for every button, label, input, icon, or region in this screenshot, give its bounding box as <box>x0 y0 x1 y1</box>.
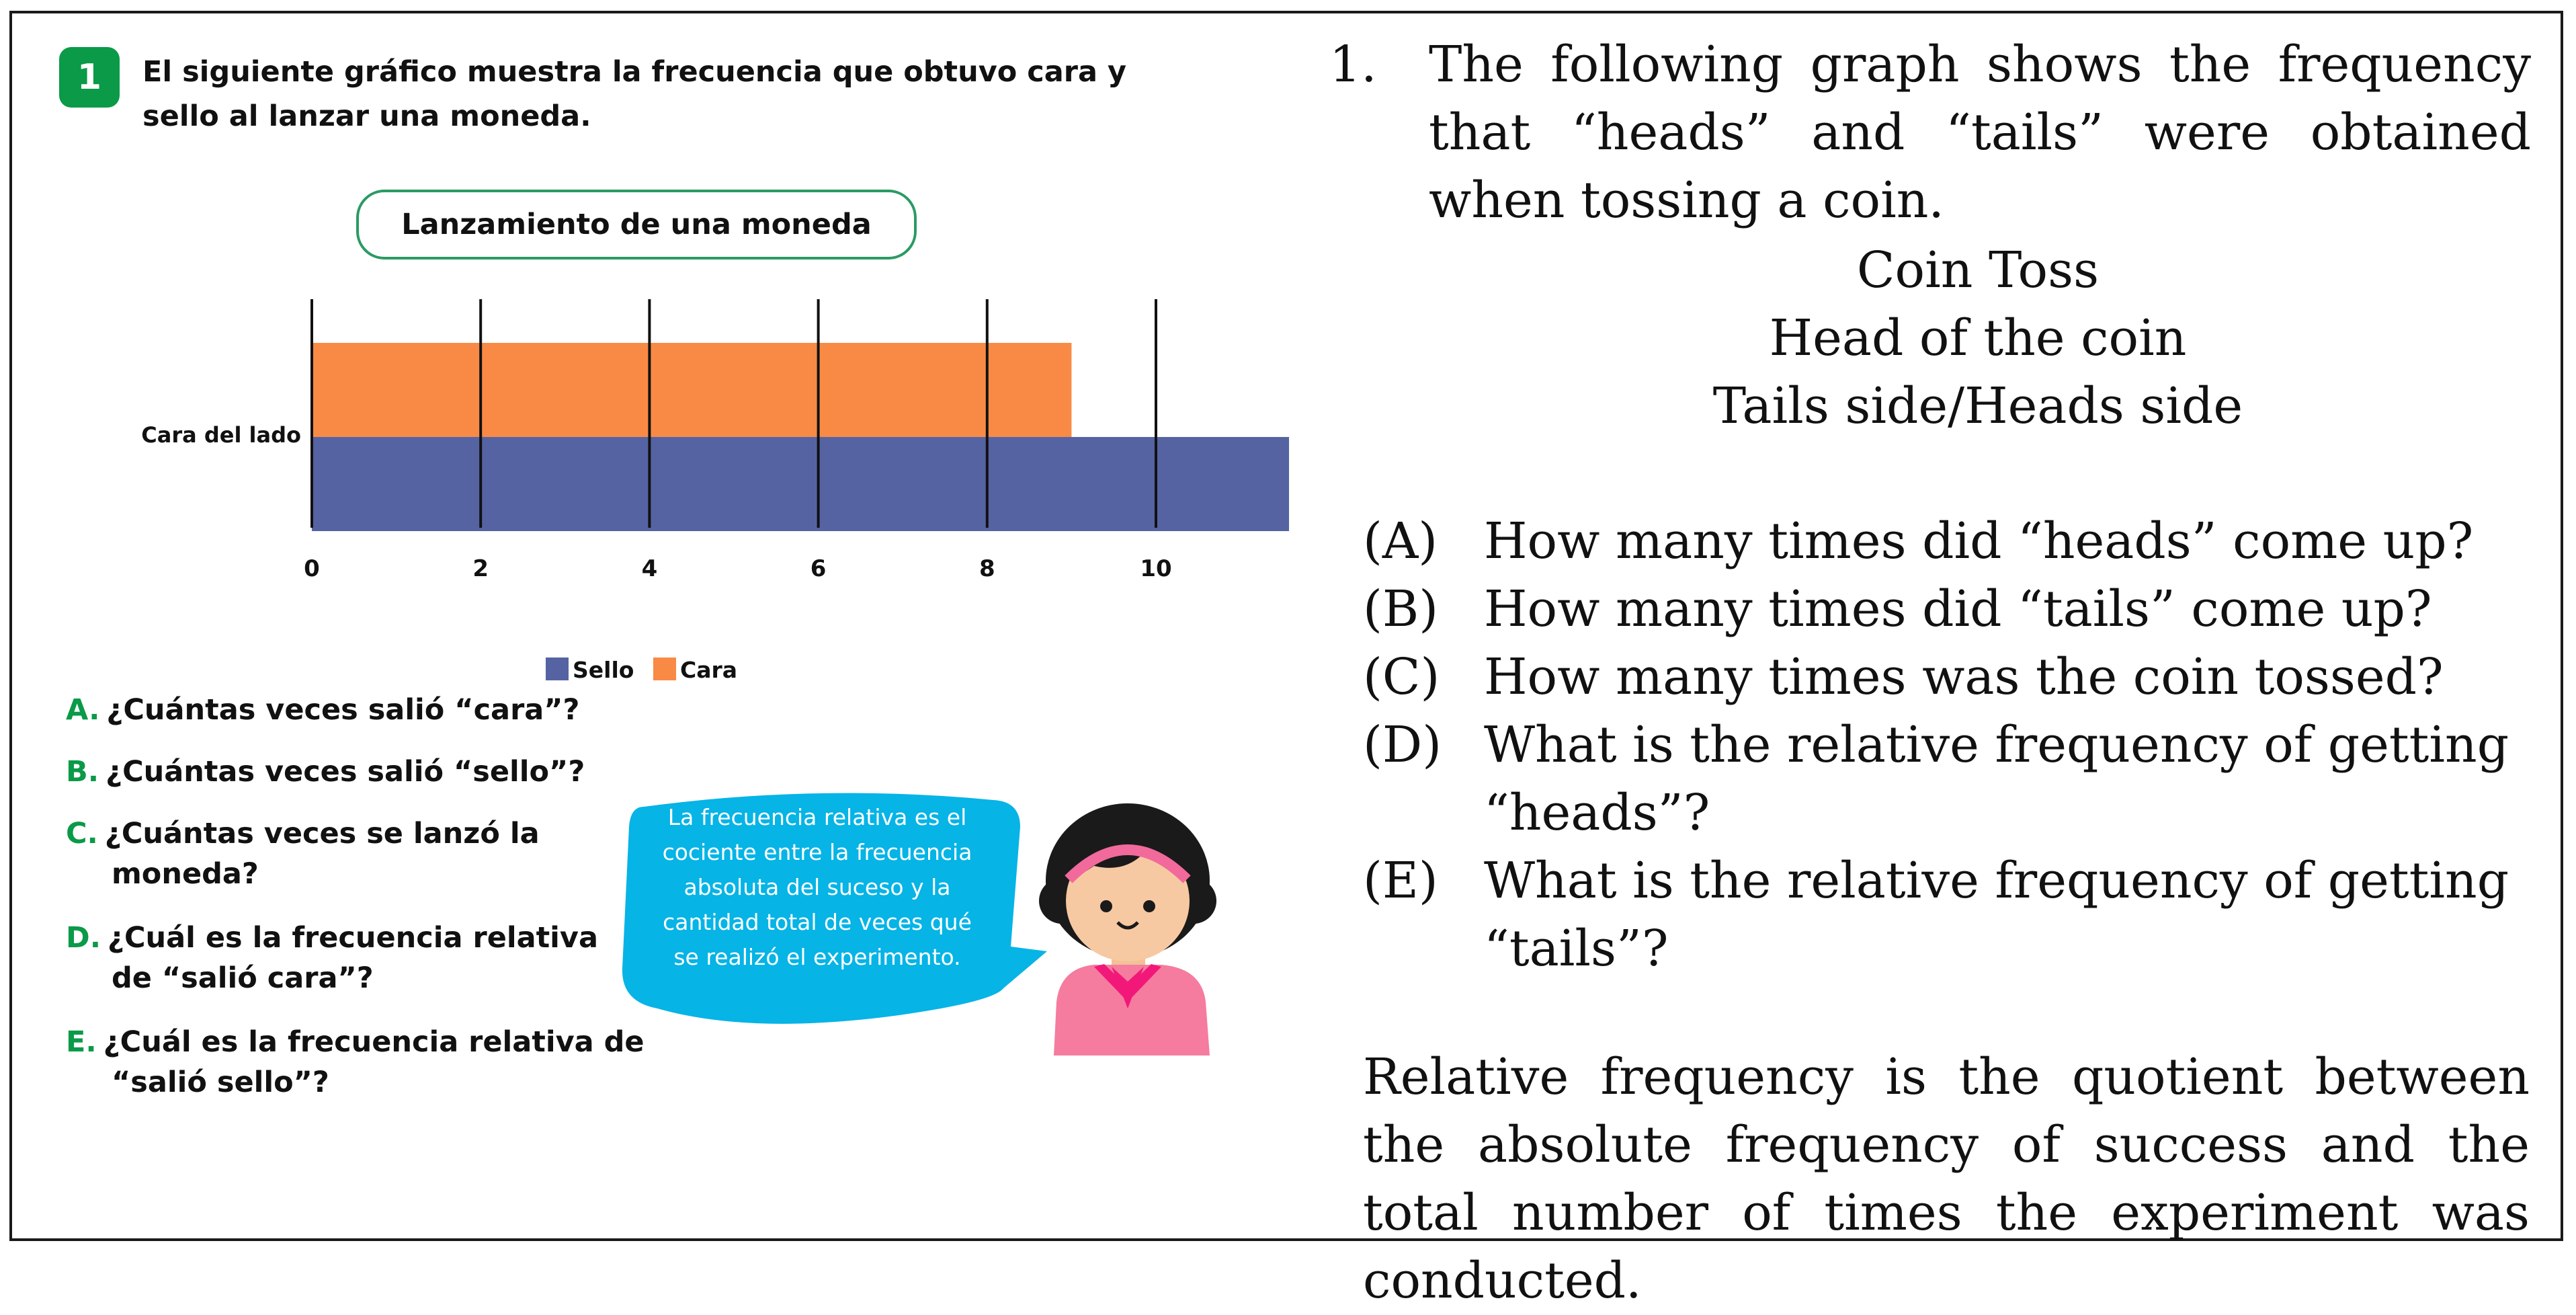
x-tick-label: 0 <box>304 555 320 582</box>
option-letter: B. <box>66 755 99 789</box>
bubble-line: absoluta del suceso y la <box>683 874 951 900</box>
option-text-cont: de “salió cara”? <box>112 961 374 995</box>
bar-chart <box>12 175 1289 726</box>
girl-illustration <box>1034 800 1242 1055</box>
bubble-line: cantidad total de veces qué <box>663 909 972 935</box>
option-text: What is the relative frequency of getting <box>1484 852 2509 910</box>
option-letter: D. <box>66 921 101 955</box>
option-text-cont: “salió sello”? <box>112 1066 329 1099</box>
option-text: ¿Cuál es la frecuencia relativa <box>108 921 598 955</box>
bubble-line: La frecuencia relativa es el <box>667 804 967 830</box>
question-intro: The following graph shows the frequency that “heads” and “tails” were obtained when tossing a coin. <box>1429 36 2531 229</box>
chart-caption-series: Tails side/Heads side <box>1712 377 2243 435</box>
option-text: How many times did “tails” come up? <box>1484 580 2432 638</box>
option-letter: A. <box>66 693 100 727</box>
option-letter: C. <box>66 817 98 850</box>
option-letter: (B) <box>1363 580 1439 638</box>
option-text: How many times did “heads” come up? <box>1484 512 2474 570</box>
option-text-cont: “tails”? <box>1484 920 1669 978</box>
option-text: ¿Cuántas veces salió “cara”? <box>106 693 580 727</box>
category-label: Cara del lado <box>141 422 301 448</box>
option-text: ¿Cuántas veces salió “sello”? <box>106 755 585 789</box>
option-text: ¿Cuál es la frecuencia relativa de <box>103 1025 645 1059</box>
question-number-badge: 1 <box>59 47 120 108</box>
x-tick-label: 10 <box>1140 555 1172 582</box>
legend-label-cara: Cara <box>680 657 738 683</box>
speech-bubble-text <box>629 800 1005 975</box>
option-letter: (A) <box>1363 512 1438 570</box>
option-a <box>66 690 580 730</box>
option-text-cont: moneda? <box>112 857 259 891</box>
option-c <box>66 813 540 894</box>
page-frame <box>9 11 2563 1310</box>
chart-caption-title: Coin Toss <box>1856 241 2100 299</box>
question-number: 1. <box>1329 36 1377 93</box>
en-option-b <box>1363 575 2432 643</box>
option-text: How many times was the coin tossed? <box>1484 648 2444 706</box>
en-option-d <box>1363 711 2509 847</box>
option-letter: E. <box>66 1025 97 1059</box>
en-option-a <box>1363 508 2473 575</box>
option-b <box>66 752 585 792</box>
bubble-line: se realizó el experimento. <box>673 944 961 970</box>
option-letter: (D) <box>1363 716 1442 774</box>
en-option-c <box>1363 643 2444 711</box>
x-tick-label: 2 <box>472 555 489 582</box>
en-option-e <box>1363 847 2509 983</box>
option-text: What is the relative frequency of getting <box>1484 716 2509 774</box>
option-letter: (E) <box>1363 852 1438 910</box>
x-tick-label: 4 <box>641 555 658 582</box>
bar-sello <box>312 437 1289 531</box>
legend-swatch-cara <box>653 658 676 680</box>
bar-cara <box>312 343 1071 437</box>
x-tick-label: 8 <box>979 555 995 582</box>
option-d <box>66 918 598 998</box>
legend-swatch-sello <box>546 658 569 680</box>
bubble-line: cociente entre la frecuencia <box>662 839 972 865</box>
chart-caption-category: Head of the coin <box>1769 309 2187 367</box>
option-e <box>66 1022 645 1103</box>
english-translation <box>1329 13 2559 1310</box>
spanish-worksheet <box>12 13 1289 1244</box>
x-tick-label: 6 <box>810 555 827 582</box>
option-text: ¿Cuántas veces se lanzó la <box>104 817 540 850</box>
option-letter: (C) <box>1363 648 1440 706</box>
option-text-cont: “heads”? <box>1484 784 1710 842</box>
chart-title: Lanzamiento de una moneda <box>356 190 917 260</box>
question-header: El siguiente gráfico muestra la frecuencia que obtuvo cara y sello al lanzar una moneda. <box>142 55 1126 133</box>
relative-frequency-note: Relative frequency is the quotient between the absolute frequency of success and the total number of times the experiment was conducted. <box>1363 1048 2530 1310</box>
legend-label-sello: Sello <box>573 657 634 683</box>
